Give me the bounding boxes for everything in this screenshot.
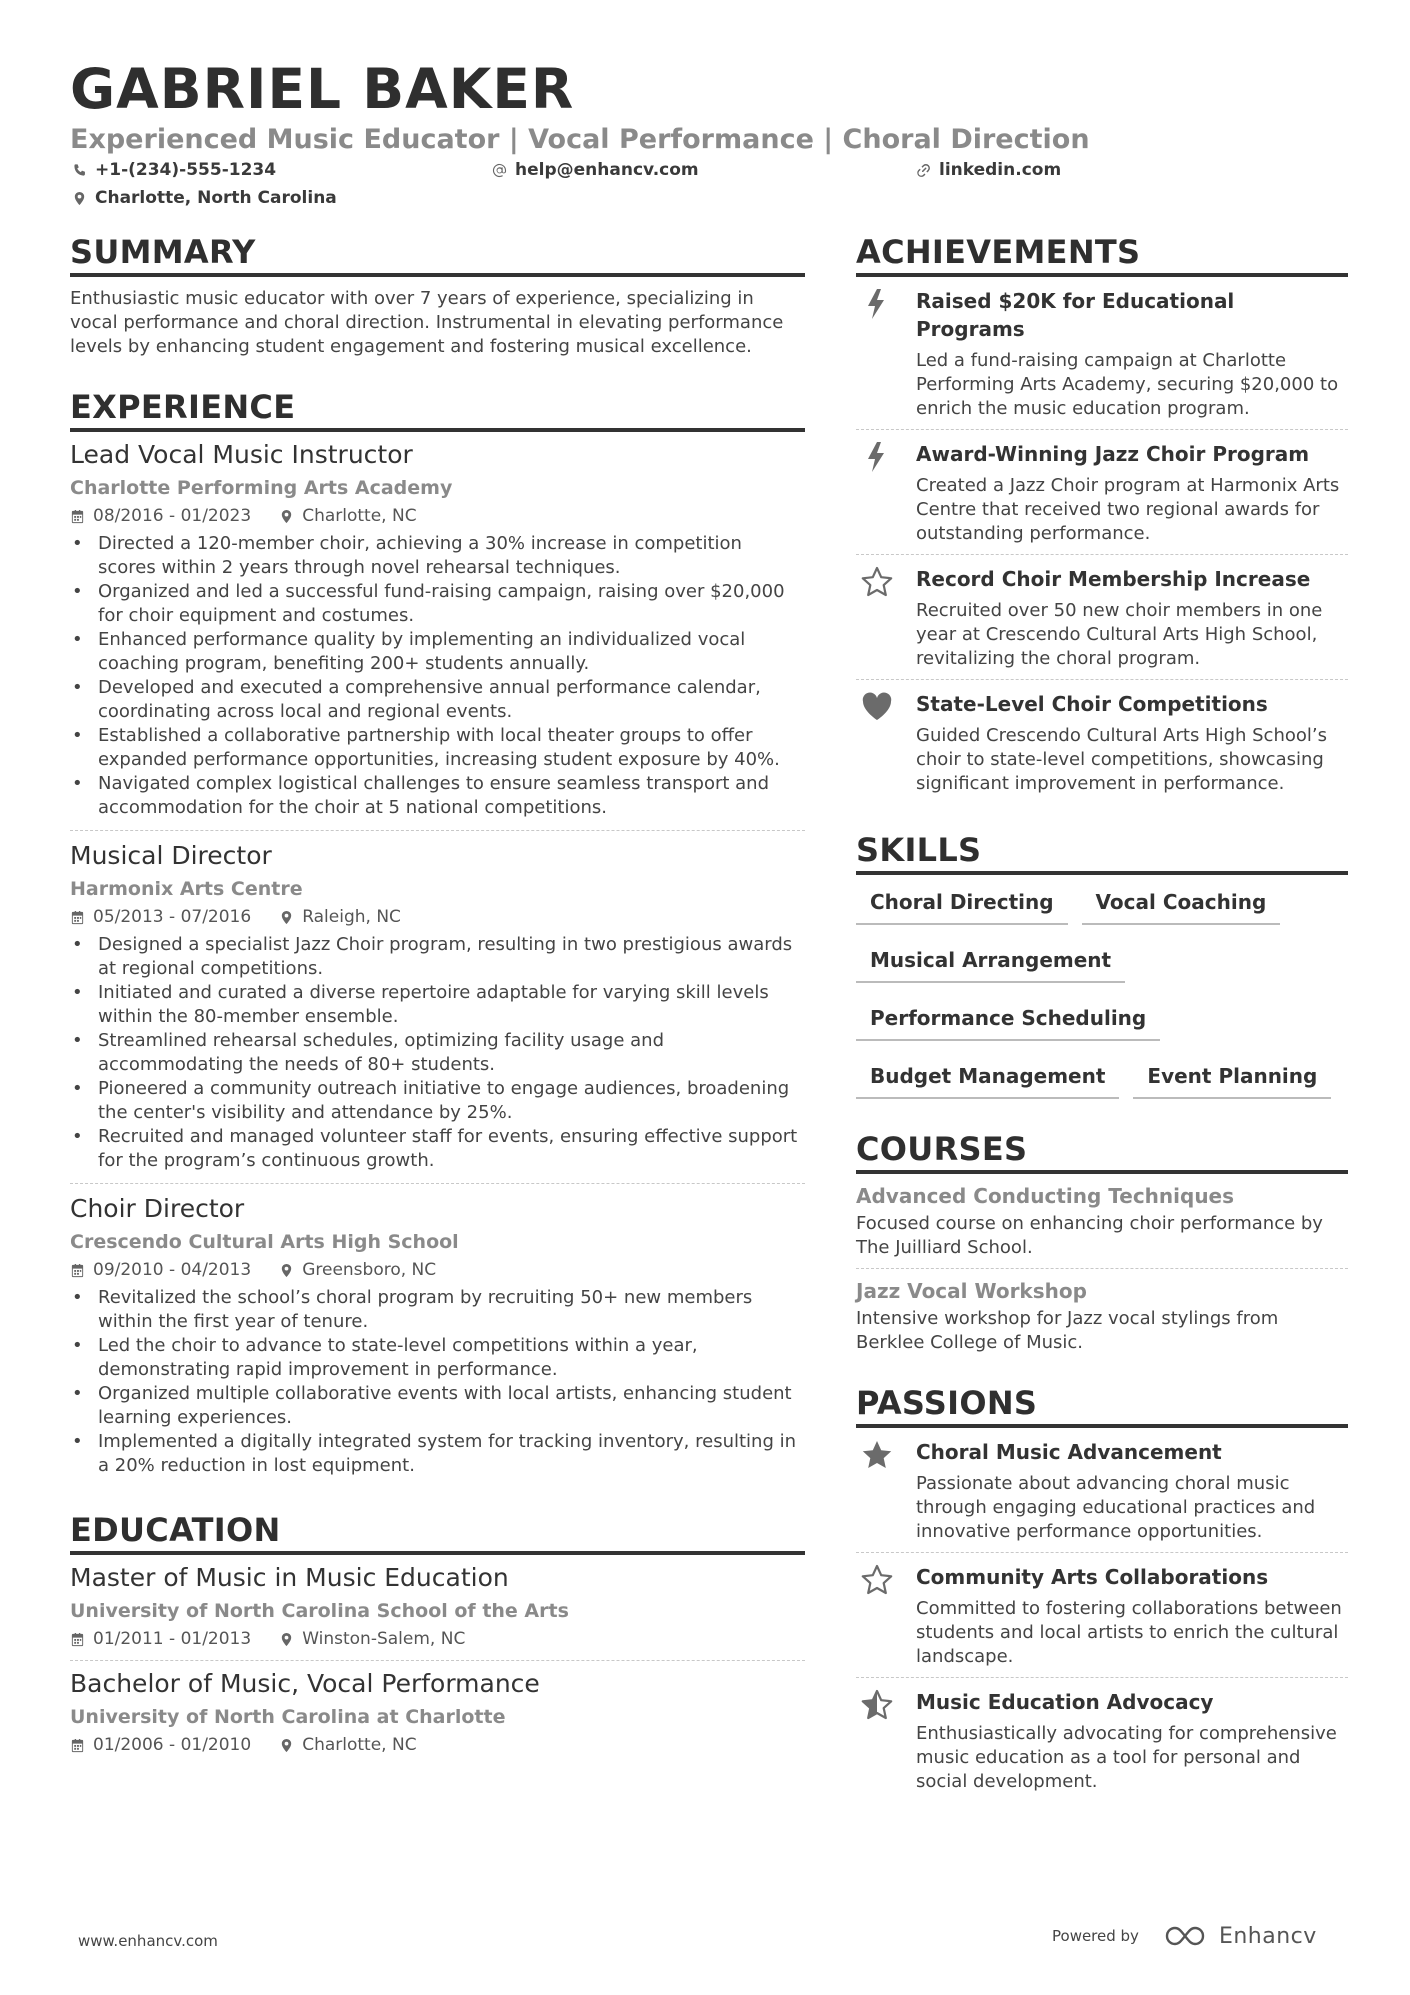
location <box>279 1257 436 1283</box>
enhancv-logo[interactable] <box>1163 1922 1317 1950</box>
job-entry <box>70 438 805 831</box>
item-description: Guided Crescendo Cultural Arts High School’s choir to state-level competitions, showcasing significant improvement in performance. <box>916 725 1327 794</box>
item-description: Recruited over 50 new choir members in one year at Crescendo Cultural Arts High School, revitalizing the choral program. <box>916 600 1323 669</box>
phone-text: +1-(234)-555-1234 <box>95 160 277 180</box>
courses-section <box>856 1129 1348 1363</box>
degree-title: Master of Music in Music Education <box>70 1563 509 1592</box>
linkedin-contact[interactable] <box>916 160 1061 180</box>
experience-list <box>70 438 805 1488</box>
item-title: Raised $20K for Educational Programs <box>916 289 1235 341</box>
education-entry <box>70 1667 805 1766</box>
location <box>279 1626 465 1652</box>
calendar-icon <box>70 1263 85 1278</box>
location-pin-icon <box>279 1738 294 1753</box>
job-entry <box>70 839 805 1184</box>
courses-heading: COURSES <box>856 1129 1348 1174</box>
skills-heading: SKILLS <box>856 830 1348 875</box>
star-outline-icon <box>860 1563 894 1669</box>
item-body <box>916 1438 1348 1544</box>
right-column <box>856 232 1348 1802</box>
skills-section <box>856 830 1348 1099</box>
contact-row-2 <box>70 184 1340 212</box>
achievement-item <box>856 555 1348 680</box>
course-item <box>856 1277 1348 1363</box>
skill-tag: Vocal Coaching <box>1082 883 1281 925</box>
achievements-section <box>856 232 1348 804</box>
bullet-item: • Revitalized the school’s choral program by recruiting 50+ new members within the first year of tenure. <box>70 1286 805 1334</box>
achievements-heading: ACHIEVEMENTS <box>856 232 1348 277</box>
candidate-tagline: Experienced Music Educator | Vocal Performance | Choral Direction <box>70 124 1090 155</box>
meta-row <box>70 1732 805 1758</box>
meta-row <box>70 503 805 529</box>
item-icon-wrap <box>856 1438 916 1544</box>
bullet-item: • Enhanced performance quality by implementing an individualized vocal coaching program, benefiting 200+ students annually. <box>70 628 805 676</box>
course-description: Focused course on enhancing choir performance by The Juilliard School. <box>856 1213 1323 1258</box>
location-text: Charlotte, NC <box>302 506 417 526</box>
contact-row-1 <box>70 156 1340 184</box>
course-item <box>856 1182 1348 1269</box>
skill-tag: Choral Directing <box>856 883 1068 925</box>
job-title: Musical Director <box>70 841 272 870</box>
date-range <box>70 1257 251 1283</box>
location <box>279 1732 416 1758</box>
company-name: Harmonix Arts Centre <box>70 878 303 900</box>
item-title: State-Level Choir Competitions <box>916 692 1268 716</box>
item-title: Community Arts Collaborations <box>916 1565 1269 1589</box>
location-pin-icon <box>72 191 87 206</box>
item-icon-wrap <box>856 1688 916 1794</box>
achievements-list <box>856 277 1348 804</box>
item-body <box>916 1563 1348 1669</box>
enhancv-brand-text: Enhancv <box>1218 1923 1317 1949</box>
star-outline-icon <box>860 565 894 671</box>
passion-item <box>856 1428 1348 1553</box>
location-pin-icon <box>279 910 294 925</box>
achievement-item <box>856 430 1348 555</box>
item-body <box>916 1688 1348 1794</box>
date-text: 09/2010 - 04/2013 <box>93 1260 252 1280</box>
date-range <box>70 904 251 930</box>
passions-heading: PASSIONS <box>856 1383 1348 1428</box>
education-heading: EDUCATION <box>70 1510 805 1555</box>
skill-tag: Budget Management <box>856 1057 1119 1099</box>
company-name: Charlotte Performing Arts Academy <box>70 477 453 499</box>
date-text: 01/2006 - 01/2010 <box>93 1735 252 1755</box>
skill-tag: Performance Scheduling <box>856 999 1160 1041</box>
experience-section <box>70 387 805 1488</box>
job-title: Lead Vocal Music Instructor <box>70 440 413 469</box>
left-column <box>70 232 805 1772</box>
link-icon <box>916 163 931 178</box>
course-title: Jazz Vocal Workshop <box>856 1279 1087 1303</box>
calendar-icon <box>70 509 85 524</box>
bullet-item: • Directed a 120-member choir, achieving a 30% increase in competition scores within 2 years through novel rehearsal techniques. <box>70 532 805 580</box>
school-name: University of North Carolina at Charlotte <box>70 1706 506 1728</box>
meta-row <box>70 904 805 930</box>
location-pin-icon <box>279 1263 294 1278</box>
education-list <box>70 1561 805 1766</box>
experience-heading: EXPERIENCE <box>70 387 805 432</box>
location-text: Raleigh, NC <box>302 907 401 927</box>
item-body <box>916 565 1348 671</box>
heart-icon <box>860 690 894 796</box>
calendar-icon <box>70 910 85 925</box>
passion-item <box>856 1678 1348 1802</box>
item-description: Enthusiastically advocating for comprehensive music education as a tool for personal and social development. <box>916 1723 1337 1792</box>
enhancv-logo-icon <box>1163 1922 1211 1950</box>
degree-title: Bachelor of Music, Vocal Performance <box>70 1669 540 1698</box>
skill-tag: Musical Arrangement <box>856 941 1125 983</box>
bullet-item: • Designed a specialist Jazz Choir program, resulting in two prestigious awards at regional competitions. <box>70 933 805 981</box>
phone-icon <box>72 163 87 178</box>
date-range <box>70 1732 251 1758</box>
item-title: Award-Winning Jazz Choir Program <box>916 442 1310 466</box>
item-title: Choral Music Advancement <box>916 1440 1222 1464</box>
lightning-icon <box>860 440 894 546</box>
email-text: help@enhancv.com <box>515 160 699 180</box>
job-bullets <box>70 1286 805 1478</box>
linkedin-text: linkedin.com <box>939 160 1062 180</box>
item-description: Led a fund-raising campaign at Charlotte Performing Arts Academy, securing $20,000 to enrich the music education program. <box>916 350 1339 419</box>
item-title: Record Choir Membership Increase <box>916 567 1311 591</box>
star-half-icon <box>860 1688 894 1794</box>
calendar-icon <box>70 1738 85 1753</box>
passions-section <box>856 1383 1348 1802</box>
meta-row <box>70 1626 805 1652</box>
footer-website[interactable]: www.enhancv.com <box>78 1932 218 1950</box>
bullet-item: • Streamlined rehearsal schedules, optimizing facility usage and accommodating the needs of 80+ students. <box>70 1029 805 1077</box>
location-text: Charlotte, North Carolina <box>95 188 337 208</box>
item-description: Committed to fostering collaborations between students and local artists to enrich the cultural landscape. <box>916 1598 1342 1667</box>
bullet-item: • Developed and executed a comprehensive annual performance calendar, coordinating across local and regional events. <box>70 676 805 724</box>
location-text: Charlotte, NC <box>302 1735 417 1755</box>
achievement-item <box>856 680 1348 804</box>
location-pin-icon <box>279 1632 294 1647</box>
item-title: Music Education Advocacy <box>916 1690 1214 1714</box>
date-text: 01/2011 - 01/2013 <box>93 1629 252 1649</box>
item-icon-wrap <box>856 440 916 546</box>
summary-section <box>70 232 805 359</box>
resume-header <box>70 56 1340 212</box>
item-icon-wrap <box>856 1563 916 1669</box>
courses-list <box>856 1182 1348 1363</box>
bullet-item: • Organized multiple collaborative events with local artists, enhancing student learning experiences. <box>70 1382 805 1430</box>
achievement-item <box>856 277 1348 430</box>
meta-row <box>70 1257 805 1283</box>
bullet-item: • Pioneered a community outreach initiative to engage audiences, broadening the center's visibility and attendance by 25%. <box>70 1077 805 1125</box>
job-bullets <box>70 532 805 820</box>
passions-list <box>856 1428 1348 1802</box>
item-description: Created a Jazz Choir program at Harmonix Arts Centre that received two regional awards for outstanding performance. <box>916 475 1340 544</box>
school-name: University of North Carolina School of the Arts <box>70 1600 569 1622</box>
passion-item <box>856 1553 1348 1678</box>
footer-branding <box>1052 1922 1317 1950</box>
course-title: Advanced Conducting Techniques <box>856 1184 1235 1208</box>
at-icon <box>492 163 507 178</box>
location <box>279 904 401 930</box>
bullet-item: • Recruited and managed volunteer staff for events, ensuring effective support for the program’s continuous growth. <box>70 1125 805 1173</box>
calendar-icon <box>70 1632 85 1647</box>
candidate-name: GABRIEL BAKER <box>70 57 575 121</box>
education-section <box>70 1510 805 1766</box>
item-description: Passionate about advancing choral music through engaging educational practices and innovative performance opportunities. <box>916 1473 1316 1542</box>
item-icon-wrap <box>856 287 916 421</box>
date-range <box>70 1626 251 1652</box>
job-title: Choir Director <box>70 1194 245 1223</box>
location <box>279 503 416 529</box>
date-text: 05/2013 - 07/2016 <box>93 907 252 927</box>
education-entry <box>70 1561 805 1661</box>
skill-tag: Event Planning <box>1133 1057 1331 1099</box>
item-icon-wrap <box>856 690 916 796</box>
bullet-item: • Implemented a digitally integrated system for tracking inventory, resulting in a 20% reduction in lost equipment. <box>70 1430 805 1478</box>
item-icon-wrap <box>856 565 916 671</box>
bullet-item: • Led the choir to advance to state-level competitions within a year, demonstrating rapid improvement in performance. <box>70 1334 805 1382</box>
job-bullets <box>70 933 805 1173</box>
location-text: Winston-Salem, NC <box>302 1629 466 1649</box>
item-body <box>916 690 1348 796</box>
bullet-item: • Initiated and curated a diverse repertoire adaptable for varying skill levels within the 80-member ensemble. <box>70 981 805 1029</box>
item-body <box>916 287 1348 421</box>
skills-list <box>856 883 1348 1099</box>
date-text: 08/2016 - 01/2023 <box>93 506 252 526</box>
date-range <box>70 503 251 529</box>
summary-heading: SUMMARY <box>70 232 805 277</box>
location-pin-icon <box>279 509 294 524</box>
location-text: Greensboro, NC <box>302 1260 437 1280</box>
powered-by-text: Powered by <box>1052 1927 1139 1945</box>
phone-contact[interactable] <box>72 160 276 180</box>
star-filled-icon <box>860 1438 894 1544</box>
location-contact <box>72 188 337 208</box>
company-name: Crescendo Cultural Arts High School <box>70 1231 459 1253</box>
item-body <box>916 440 1348 546</box>
summary-text: Enthusiastic music educator with over 7 years of experience, specializing in vocal performance and choral direction. Instrumental in elevating performance levels by enhancing student engagement and fostering musical excellence. <box>70 288 784 357</box>
job-entry <box>70 1192 805 1488</box>
lightning-icon <box>860 287 894 421</box>
email-contact[interactable] <box>492 160 699 180</box>
bullet-item: • Established a collaborative partnership with local theater groups to offer expanded performance opportunities, increasing student exposure by 40%. <box>70 724 805 772</box>
bullet-item: • Organized and led a successful fund-raising campaign, raising over $20,000 for choir equipment and costumes. <box>70 580 805 628</box>
bullet-item: • Navigated complex logistical challenges to ensure seamless transport and accommodation for the choir at 5 national competitions. <box>70 772 805 820</box>
course-description: Intensive workshop for Jazz vocal stylings from Berklee College of Music. <box>856 1308 1279 1353</box>
